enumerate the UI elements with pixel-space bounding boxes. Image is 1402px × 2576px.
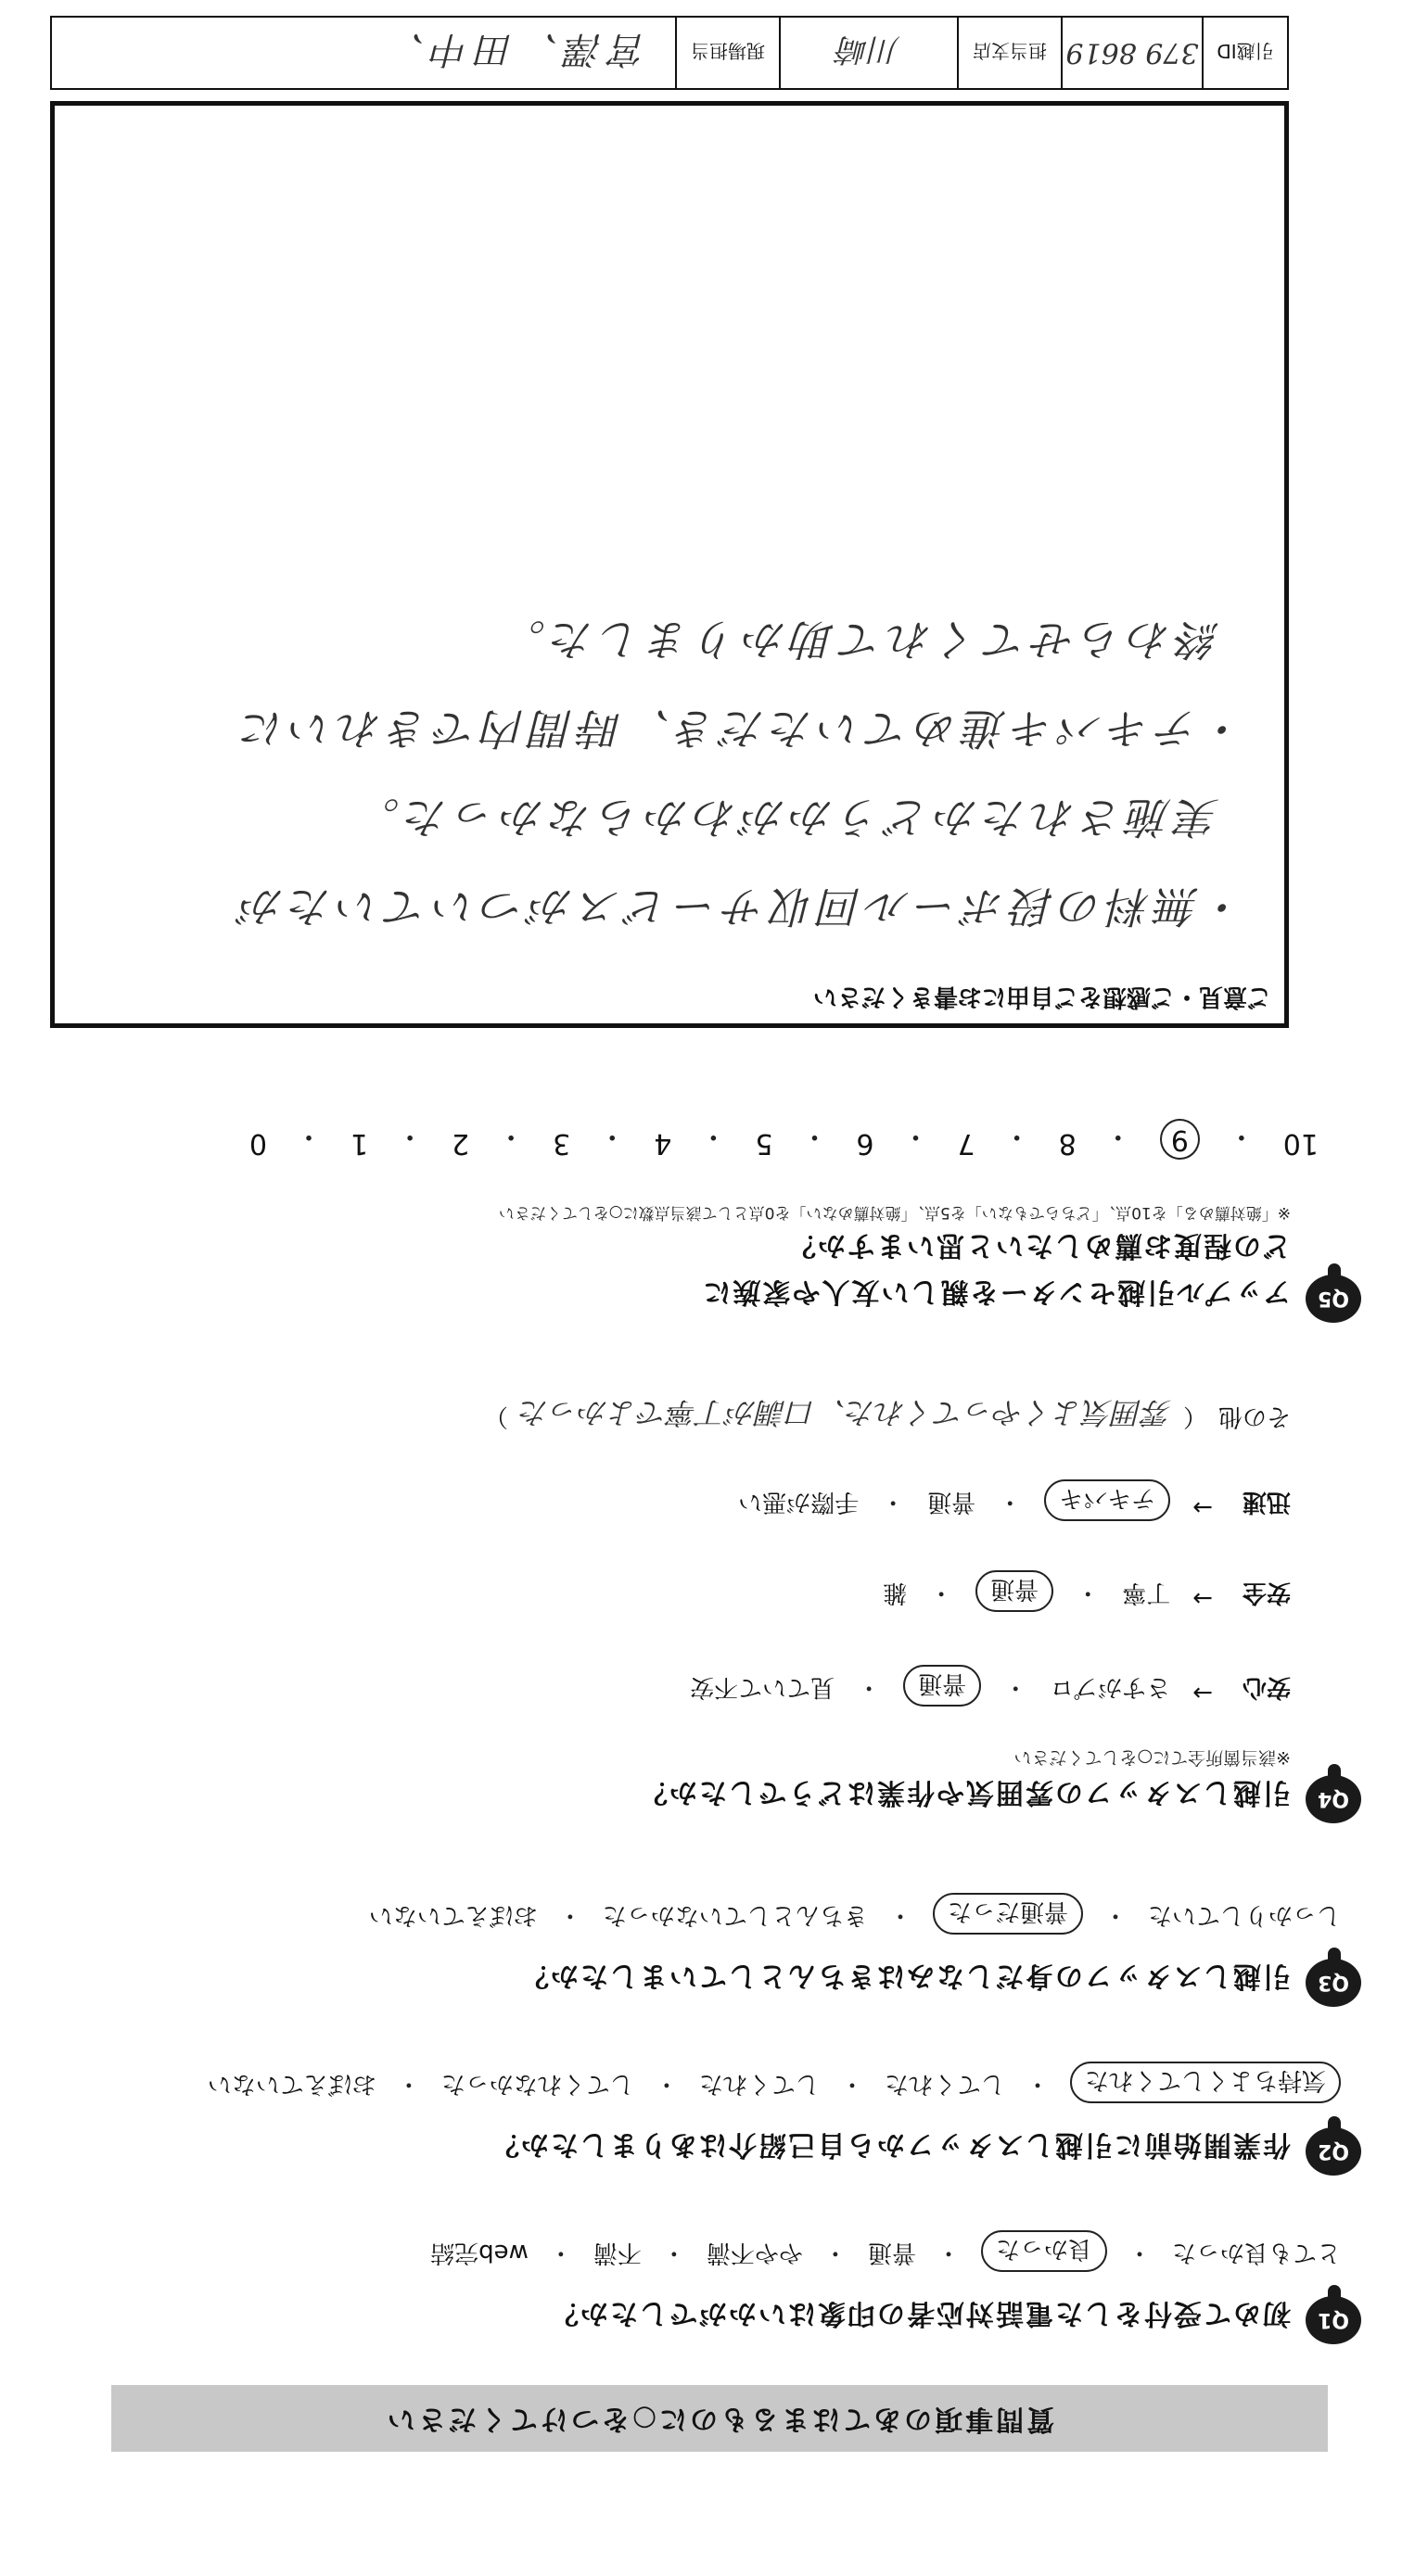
- option[interactable]: さすがプロ: [1050, 1673, 1171, 1701]
- option[interactable]: してくれた: [884, 2070, 1005, 2098]
- option[interactable]: 丁寧: [1122, 1579, 1171, 1606]
- scale-7[interactable]: 7: [957, 1127, 975, 1160]
- option-selected[interactable]: 気持ちよくしてくれた: [1070, 2062, 1341, 2103]
- question-4: [57, 1395, 1350, 1816]
- footer-info-row: [50, 16, 1289, 90]
- option-selected[interactable]: 普通だった: [933, 1893, 1083, 1935]
- question-bubble-icon: Q5: [1306, 1275, 1361, 1323]
- option-selected[interactable]: 普通: [903, 1665, 981, 1707]
- comment-line-3: ・テキパキ進めていただき、時間内できれいに: [236, 704, 1247, 754]
- option[interactable]: やや不満: [706, 2239, 803, 2266]
- scale-4[interactable]: 4: [654, 1127, 672, 1160]
- option[interactable]: おぼえていない: [207, 2070, 376, 2098]
- comment-line-2: 実施されたかどうかがわからなかった。: [351, 793, 1219, 843]
- staff-value: 宮澤、田中、: [380, 28, 647, 71]
- option[interactable]: 手際が悪い: [738, 1488, 860, 1516]
- question-5-text-2: どの程度お薦めしたいと思いますか？: [786, 1229, 1291, 1262]
- option[interactable]: 見ていて不安: [690, 1673, 835, 1701]
- option-selected[interactable]: 普通: [975, 1570, 1053, 1612]
- branch-value: 川崎: [779, 18, 957, 88]
- question-2-text: 作業開始前に引越しスタッフから自己紹介はありましたか？: [490, 2128, 1291, 2161]
- scale-2[interactable]: 2: [452, 1127, 470, 1160]
- question-3-options: しっかりしていた ・ 普通だった ・ きちんとしていなかった ・ おぼえていない: [369, 1893, 1341, 1935]
- move-id-label: 引越ID: [1202, 18, 1287, 88]
- question-bubble-icon: Q1: [1306, 2296, 1361, 2344]
- q4-other: その他 （ 雰囲気よくやってくれた、口調が丁寧でよかった ）: [484, 1393, 1291, 1436]
- option-selected[interactable]: テキパキ: [1044, 1479, 1170, 1521]
- arrow: →: [1192, 1584, 1213, 1612]
- scale-9-selected[interactable]: 9: [1160, 1119, 1200, 1160]
- comments-box: [50, 101, 1289, 1028]
- question-3-text: 引越しスタッフの身だしなみはきちんとしていましたか？: [519, 1960, 1291, 1992]
- staff-label: 現場担当: [675, 18, 779, 88]
- header-band: [111, 2385, 1328, 2452]
- question-bubble-icon: Q3: [1306, 1959, 1361, 2007]
- q4-row-anshin: 安心 → さすがプロ ・ 普通 ・ 見ていて不安: [690, 1665, 1291, 1707]
- question-1-options: とても良かった ・ 良かった ・ 普通 ・ やや不満 ・ 不満 ・ web完結: [430, 2230, 1341, 2272]
- scale-8[interactable]: 8: [1058, 1127, 1077, 1160]
- other-label: その他: [1217, 1402, 1291, 1430]
- header-title: 質問事項のあてはまるものに○をつけてください: [384, 2403, 1055, 2435]
- question-bubble-icon: Q4: [1306, 1775, 1361, 1823]
- question-4-text: 引越しスタッフの雰囲気や作業はどうでしたか？: [638, 1776, 1291, 1808]
- q4-row-jinsoku: 迅速 → テキパキ ・ 普通 ・ 手際が悪い: [738, 1479, 1291, 1521]
- question-2-options: 気持ちよくしてくれた ・ してくれた ・ してくれた ・ してくれなかった ・ おぼえていない: [208, 2062, 1341, 2103]
- scale-1[interactable]: 1: [350, 1127, 369, 1160]
- question-5-note: ※「絶対薦める」を10点、「どちらでもない」を5点、「絶対薦めない」を0点として該当点数に○をしてください: [498, 1203, 1291, 1222]
- option[interactable]: 雑: [883, 1579, 908, 1606]
- question-1-text: 初めて受付をした電話対応者の印象はいかがでしたか？: [549, 2297, 1291, 2329]
- option[interactable]: とても良かった: [1171, 2239, 1341, 2266]
- q4-row-anzen: 安全 → 丁寧 ・ 普通 ・ 雑: [883, 1570, 1291, 1612]
- scale-0[interactable]: 0: [249, 1127, 267, 1160]
- option[interactable]: きちんとしていなかった: [602, 1901, 868, 1929]
- scale-6[interactable]: 6: [856, 1127, 874, 1160]
- question-bubble-icon: Q2: [1306, 2127, 1361, 2176]
- other-handwriting: 雰囲気よくやってくれた、口調が丁寧でよかった: [518, 1395, 1172, 1430]
- question-2: [57, 2066, 1350, 2168]
- comment-line-1: ・無料の段ボール回収サービスがついていたが: [235, 882, 1247, 932]
- option-selected[interactable]: 良かった: [981, 2230, 1107, 2272]
- question-5: [57, 1120, 1350, 1315]
- question-4-note: ※該当箇所全てに○をしてください: [1013, 1747, 1291, 1768]
- question-3: [57, 1897, 1350, 1999]
- option[interactable]: 不満: [593, 2239, 642, 2266]
- scale-5[interactable]: 5: [755, 1127, 773, 1160]
- option[interactable]: しっかりしていた: [1147, 1901, 1341, 1929]
- arrow: →: [1192, 1679, 1213, 1707]
- branch-label: 担当支店: [957, 18, 1061, 88]
- scale-3[interactable]: 3: [553, 1127, 571, 1160]
- comment-line-4: 終わらせてくれて助かりました。: [497, 615, 1219, 665]
- move-id-value: 379 8619: [1061, 18, 1202, 88]
- q5-scale: 10 ・ 9 ・ 8 ・ 7 ・ 6 ・ 5 ・ 4 ・ 3 ・ 2 ・ 1 ・ 0: [249, 1120, 1319, 1160]
- row-label: 安心: [1242, 1673, 1291, 1701]
- option[interactable]: おぼえていない: [368, 1901, 538, 1929]
- scale-10[interactable]: 10: [1282, 1127, 1319, 1160]
- row-label: 迅速: [1242, 1488, 1291, 1516]
- option[interactable]: してくれなかった: [440, 2070, 634, 2098]
- question-1: [57, 2235, 1350, 2337]
- question-5-text: アップル引越センターを親しい友人や家族に: [701, 1275, 1291, 1308]
- row-label: 安全: [1242, 1579, 1291, 1606]
- option[interactable]: web完結: [430, 2239, 529, 2266]
- option[interactable]: 普通: [927, 1488, 976, 1516]
- option[interactable]: してくれた: [698, 2070, 820, 2098]
- option[interactable]: 普通: [867, 2239, 916, 2266]
- comments-label: ご意見・ご感想をご自由にお書きください: [812, 983, 1271, 1010]
- arrow: →: [1192, 1493, 1213, 1521]
